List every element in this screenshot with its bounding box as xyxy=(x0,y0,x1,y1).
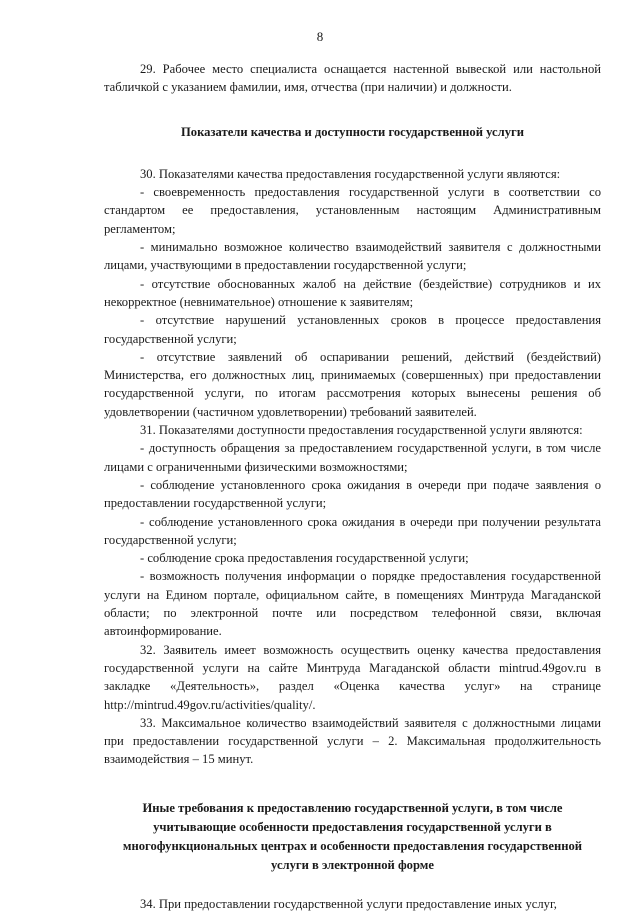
paragraph-31-item-4: - соблюдение срока предоставления государственной услуги; xyxy=(140,551,469,566)
heading-line-1: Иные требования к предоставлению государственной услуги, в том числе xyxy=(142,800,563,815)
section-heading-other-requirements xyxy=(104,799,601,875)
section-heading-quality: Показатели качества и доступности государственной услуги xyxy=(181,124,524,139)
heading-line-3: многофункциональных центрах и особенности предоставления государственной xyxy=(122,838,583,853)
page-number: 8 xyxy=(316,29,324,44)
paragraph-32: 32. Заявитель имеет возможность осуществить оценку качества предоставления государственной услуги на сайте Минтруда Магаданской области mintrud.49gov.ru в закладке «Деятельность», раздел «Оценка качества услуг» на странице http://mintrud.49gov.ru/activities/quality/. xyxy=(104,642,601,712)
paragraph-30-item-3: - отсутствие обоснованных жалоб на действие (бездействие) сотрудников и их некорректное (невнимательное) отношение к заявителям; xyxy=(104,276,601,309)
heading-line-2: учитывающие особенности предоставления государственной услуги в xyxy=(153,819,552,834)
paragraph-31-item-2: - соблюдение установленного срока ожидания в очереди при подаче заявления о предоставлении государственной услуги; xyxy=(104,477,601,511)
paragraph-30-item-2: - минимально возможное количество взаимодействий заявителя с должностными лицами, участвующими в предоставлении государственной услуги; xyxy=(104,240,601,273)
heading-line-4: услуги в электронной форме xyxy=(271,857,434,872)
paragraph-33: 33. Максимальное количество взаимодействий заявителя с должностными лицами при предоставлении государственной услуги – 2. Максимальная продолжительность взаимодействия – 15 минут. xyxy=(104,715,601,767)
paragraph-30: 30. Показателями качества предоставления государственной услуги являются: xyxy=(140,166,561,181)
paragraph-31-item-1: - доступность обращения за предоставлением государственной услуги, в том числе лицами с ограниченными физическими возможностями; xyxy=(104,441,601,474)
paragraph-31-item-5: - возможность получения информации о порядке предоставления государственной услуги на Едином портале, официальном сайте, в помещениях Минтруда Магаданской области; по электронной почте или посредством телефонной связи, включая автоинформирование. xyxy=(104,569,601,639)
paragraph-31: 31. Показателями доступности предоставления государственной услуги являются: xyxy=(140,423,583,438)
document-body xyxy=(104,60,601,913)
paragraph-31-item-3: - соблюдение установленного срока ожидания в очереди при получении результата государственной услуги; xyxy=(104,514,601,547)
paragraph-29: 29. Рабочее место специалиста оснащается настенной вывеской или настольной табличкой с указанием фамилии, имя, отчества (при наличии) и должности. xyxy=(104,62,601,95)
paragraph-34: 34. При предоставлении государственной услуги предоставление иных услуг, xyxy=(140,896,557,911)
paragraph-30-item-1: - своевременность предоставления государственной услуги в соответствии со стандартом ее предоставления, установленным настоящим Административным регламентом; xyxy=(104,185,601,236)
paragraph-30-item-4: - отсутствие нарушений установленных сроков в процессе предоставления государственной услуги; xyxy=(104,313,601,346)
paragraph-30-item-5: - отсутствие заявлений об оспаривании решений, действий (бездействий) Министерства, его должностных лиц, принимаемых (совершенных) при предоставлении государственной услуги, по итогам рассмотрения которых вынесены решения об удовлетворении (частичном удовлетворении) требований заявителей. xyxy=(104,349,601,419)
